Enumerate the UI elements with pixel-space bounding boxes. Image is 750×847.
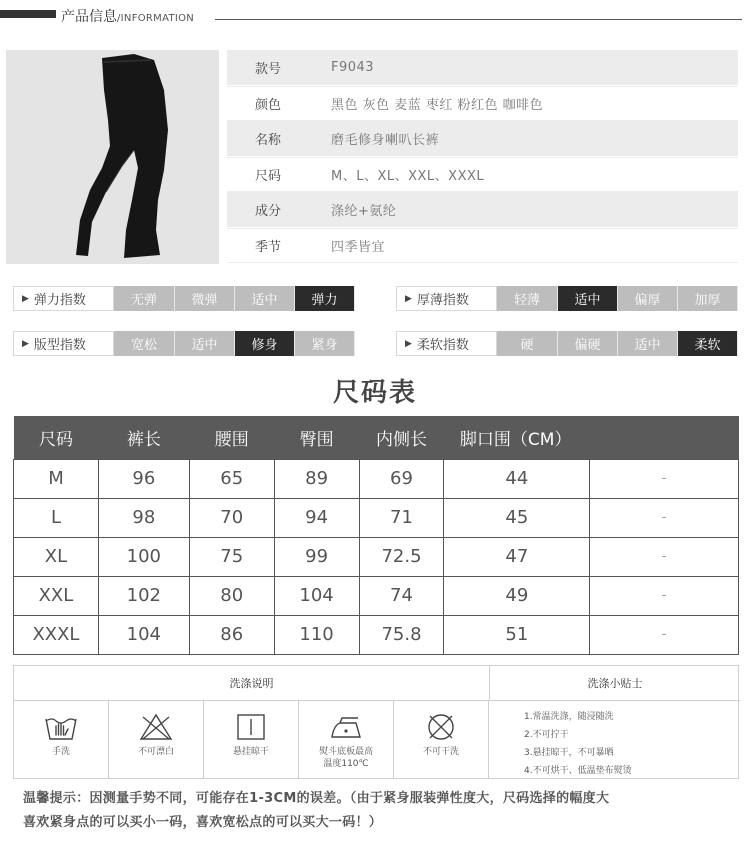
care-label-line2: 温度110℃ [323, 759, 369, 769]
cell-hem: 44 [444, 459, 590, 498]
index-label-text: 厚薄指数 [416, 293, 469, 308]
table-row [14, 576, 739, 615]
fit-index [13, 331, 355, 356]
table-row [14, 498, 739, 537]
cell-hem: 45 [444, 498, 590, 537]
elastic-option-0: 无弹 [114, 286, 175, 311]
info-key: 成分 [255, 203, 282, 219]
fit-option-3: 紧身 [295, 331, 355, 356]
care-label-line1: 熨斗底板最高 [318, 747, 373, 757]
cell-hem: 49 [444, 576, 590, 615]
triangle-right-icon: ▶ [405, 338, 412, 349]
thickness-index [396, 286, 738, 311]
wash-tips-title: 洗涤小贴士 [490, 666, 740, 701]
cell-hip: 94 [274, 498, 359, 537]
fit-option-1: 适中 [175, 331, 235, 356]
cell-hip: 99 [274, 537, 359, 576]
cell-extra: - [590, 498, 739, 537]
wash-care-box [13, 665, 739, 779]
cell-length: 98 [98, 498, 189, 537]
thickness-option-3: 加厚 [678, 286, 738, 311]
fit-option-2: 修身 [235, 331, 295, 356]
info-value: M、L、XL、XXL、XXXL [331, 168, 485, 184]
softness-index [396, 331, 738, 356]
cell-inseam: 72.5 [359, 537, 444, 576]
softness-option-3: 柔软 [678, 331, 738, 356]
wash-tips-list [524, 708, 632, 780]
wash-tip: 3.悬挂晾干，不可暴晒 [524, 748, 614, 758]
care-item-iron [299, 701, 394, 779]
softness-option-0: 硬 [497, 331, 558, 356]
care-label: 悬挂晾干 [232, 747, 269, 757]
care-label [299, 746, 393, 770]
elastic-option-3: 弹力 [295, 286, 355, 311]
thickness-option-2: 偏厚 [618, 286, 678, 311]
cell-size: XXL [14, 576, 99, 615]
wash-tip: 1.常温洗涤，随浸随洗 [524, 712, 614, 722]
info-value: 四季皆宜 [331, 239, 386, 255]
care-label: 不可漂白 [137, 747, 174, 757]
cell-inseam: 74 [359, 576, 444, 615]
header-hip: 臀围 [274, 416, 359, 459]
wash-tip: 4.不可烘干、低温垫布熨烫 [524, 766, 632, 776]
info-key: 季节 [255, 239, 282, 255]
softness-option-1: 偏硬 [558, 331, 618, 356]
cell-length: 104 [98, 615, 189, 654]
care-label: 手洗 [51, 747, 70, 757]
info-row-season [227, 228, 738, 264]
iron-icon [326, 713, 366, 741]
table-row [14, 537, 739, 576]
info-value: F9043 [331, 59, 375, 75]
info-key: 名称 [255, 132, 282, 148]
no-bleach-icon [139, 713, 173, 741]
elastic-option-2: 适中 [235, 286, 295, 311]
cell-size: XL [14, 537, 99, 576]
info-row-size [227, 157, 738, 193]
section-title [61, 6, 194, 26]
info-value: 涤纶+氨纶 [331, 203, 397, 219]
cell-hip: 104 [274, 576, 359, 615]
cell-length: 100 [98, 537, 189, 576]
cell-extra: - [590, 459, 739, 498]
cell-inseam: 75.8 [359, 615, 444, 654]
triangle-right-icon: ▶ [405, 293, 412, 304]
cell-size: L [14, 498, 99, 537]
cell-size: M [14, 459, 99, 498]
header-hem: 脚口围（CM） [444, 416, 590, 459]
info-key: 款号 [255, 61, 282, 77]
cell-extra: - [590, 615, 739, 654]
size-note-line2: 喜欢紧身点的可以买小一码，喜欢宽松点的可以买大一码！） [23, 815, 383, 830]
elastic-option-1: 微弹 [175, 286, 235, 311]
care-item-hang-dry [204, 701, 299, 779]
size-table-title: 尺码表 [332, 378, 417, 408]
thickness-option-0: 轻薄 [497, 286, 558, 311]
cell-inseam: 69 [359, 459, 444, 498]
info-row-style [227, 50, 738, 86]
softness-index-label [396, 331, 497, 356]
size-note [23, 787, 733, 835]
product-photo [6, 50, 219, 264]
elastic-index [13, 286, 355, 311]
cell-waist: 65 [189, 459, 274, 498]
cell-hip: 89 [274, 459, 359, 498]
header-length: 裤长 [98, 416, 189, 459]
softness-option-2: 适中 [618, 331, 678, 356]
cell-waist: 86 [189, 615, 274, 654]
index-label-text: 柔软指数 [416, 338, 469, 353]
info-row-material [227, 192, 738, 228]
info-row-name [227, 121, 738, 157]
care-item-no-dry-clean [394, 701, 489, 779]
hand-wash-icon [44, 713, 78, 741]
header-inseam: 内侧长 [359, 416, 444, 459]
size-note-line1: 温馨提示：因测量手势不同，可能存在1-3CM的误差。（由于紧身服装弹性度大，尺码选择的幅度大 [23, 791, 610, 806]
cell-hem: 51 [444, 615, 590, 654]
cell-extra: - [590, 576, 739, 615]
header-empty [590, 416, 739, 459]
no-dry-clean-icon [424, 713, 458, 741]
header-bar [0, 10, 56, 18]
cell-waist: 70 [189, 498, 274, 537]
wash-instructions-title: 洗涤说明 [14, 666, 490, 701]
product-info-table [227, 50, 738, 263]
info-key: 尺码 [255, 168, 282, 184]
cell-extra: - [590, 537, 739, 576]
cell-hem: 47 [444, 537, 590, 576]
index-label-text: 版型指数 [33, 338, 86, 353]
index-label-text: 弹力指数 [33, 293, 86, 308]
info-row-color [227, 86, 738, 122]
cell-inseam: 71 [359, 498, 444, 537]
elastic-index-label [13, 286, 114, 311]
section-title-en: /INFORMATION [117, 13, 195, 24]
care-item-no-bleach [109, 701, 204, 779]
info-value: 磨毛修身喇叭长裤 [331, 132, 440, 148]
header-waist: 腰围 [189, 416, 274, 459]
triangle-right-icon: ▶ [22, 293, 29, 304]
size-table [13, 416, 739, 655]
cell-waist: 80 [189, 576, 274, 615]
fit-index-label [13, 331, 114, 356]
header-rule [215, 19, 742, 20]
wash-tip: 2.不可拧干 [524, 730, 569, 740]
thickness-option-1: 适中 [558, 286, 618, 311]
info-value: 黑色 灰色 麦蓝 枣红 粉红色 咖啡色 [331, 97, 544, 113]
info-key: 颜色 [255, 97, 282, 113]
cell-length: 96 [98, 459, 189, 498]
cell-size: XXXL [14, 615, 99, 654]
section-header [0, 0, 750, 34]
header-size: 尺码 [14, 416, 99, 459]
section-title-cn: 产品信息 [61, 9, 117, 25]
hang-dry-icon [234, 713, 268, 741]
fit-option-0: 宽松 [114, 331, 175, 356]
table-row [14, 615, 739, 654]
cell-hip: 110 [274, 615, 359, 654]
thickness-index-label [396, 286, 497, 311]
table-row [14, 459, 739, 498]
cell-waist: 75 [189, 537, 274, 576]
cell-length: 102 [98, 576, 189, 615]
care-label: 不可干洗 [422, 747, 459, 757]
care-item-hand-wash [14, 701, 109, 779]
size-table-header [14, 416, 739, 459]
flare-pants-image [6, 50, 219, 264]
triangle-right-icon: ▶ [22, 338, 29, 349]
